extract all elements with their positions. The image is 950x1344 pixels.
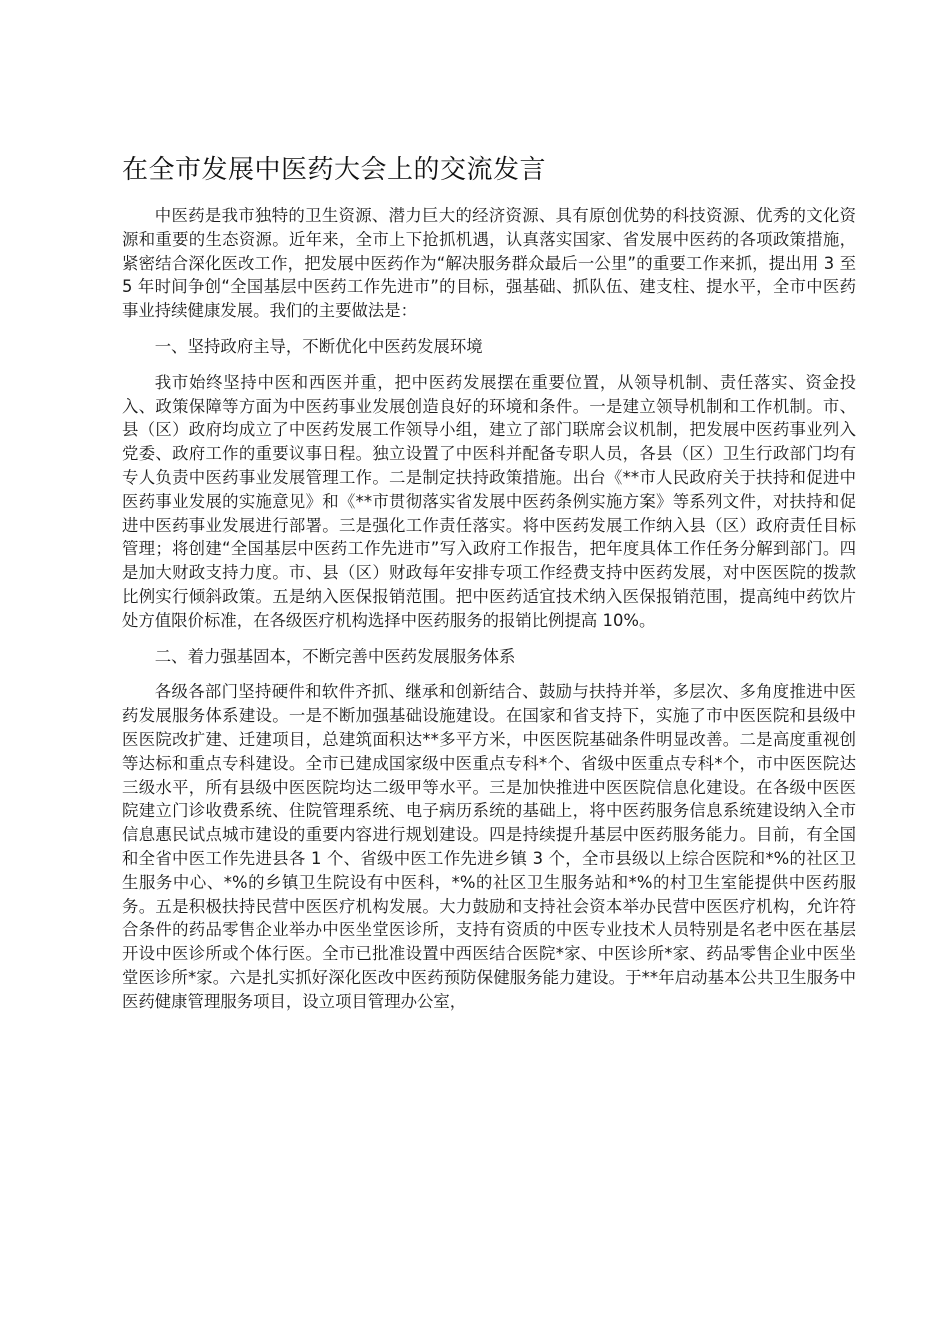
section-2-body: 各级各部门坚持硬件和软件齐抓、继承和创新结合、鼓励与扶持并举，多层次、多角度推进中医药发展服务体系建设。一是不断加强基础设施建设。在国家和省支持下，实施了市中医医院和县级中医医院改扩建、迁建项目，总建筑面积达**多平方米，中医医院基础条件明显改善。二是高度重视创等达标和重点专科建设。全市已建成国家级中医重点专科*个、省级中医重点专科*个，市中医医院达三级水平，所有县级中医医院均达二级甲等水平。三是加快推进中医医院信息化建设。在各级中医医院建立门诊收费系统、住院管理系统、电子病历系统的基础上，将中医药服务信息系统建设纳入全市信息惠民试点城市建设的重要内容进行规划建设。四是持续提升基层中医药服务能力。目前，有全国和全省中医工作先进县各 1 个、省级中医工作先进乡镇 3 个，全市县级以上综合医院和*%的社区卫生服务中心、*%的乡镇卫生院设有中医科，*%的社区卫生服务站和*%的村卫生室能提供中医药服务。五是积极扶持民营中医医疗机构发展。大力鼓励和支持社会资本举办民营中医医疗机构，允许符合条件的药品零售企业举办中医坐堂医诊所，支持有资质的中医专业技术人员特别是名老中医在基层开设中医诊所或个体行医。全市已批准设置中西医结合医院*家、中医诊所*家、药品零售企业中医坐堂医诊所*家。六是扎实抓好深化医改中医药预防保健服务能力建设。于**年启动基本公共卫生服务中医药健康管理服务项目，设立项目管理办公室， xyxy=(122,682,856,1011)
document-title: 在全市发展中医药大会上的交流发言 xyxy=(122,155,547,185)
section-1-body: 我市始终坚持中医和西医并重，把中医药发展摆在重要位置，从领导机制、责任落实、资金投入、政策保障等方面为中医药事业发展创造良好的环境和条件。一是建立领导机制和工作机制。市、县（区）政府均成立了中医药发展工作领导小组，建立了部门联席会议机制，把发展中医药事业列入党委、政府工作的重要议事日程。独立设置了中医科并配备专职人员，各县（区）卫生行政部门均有专人负责中医药事业发展管理工作。二是制定扶持政策措施。出台《**市人民政府关于扶持和促进中医药事业发展的实施意见》和《**市贯彻落实省发展中医药条例实施方案》等系列文件，对扶持和促进中医药事业发展进行部署。三是强化工作责任落实。将中医药发展工作纳入县（区）政府责任目标管理；将创建“全国基层中医药工作先进市”写入政府工作报告，把年度具体工作任务分解到部门。四是加大财政支持力度。市、县（区）财政每年安排专项工作经费支持中医药发展，对中医医院的拨款比例实行倾斜政策。五是纳入医保报销范围。把中医药适宜技术纳入医保报销范围，提高纯中药饮片处方值限价标准，在各级医疗机构选择中医药服务的报销比例提高 10%。 xyxy=(122,372,856,630)
document-page xyxy=(122,150,856,1026)
section-2-heading: 二、着力强基固本，不断完善中医药发展服务体系 xyxy=(154,646,516,666)
section-1-heading: 一、坚持政府主导，不断优化中医药发展环境 xyxy=(154,336,483,356)
intro-paragraph: 中医药是我市独特的卫生资源、潜力巨大的经济资源、具有原创优势的科技资源、优秀的文化资源和重要的生态资源。近年来，全市上下抢抓机遇，认真落实国家、省发展中医药的各项政策措施，紧密结合深化医改工作，把发展中医药作为“解决服务群众最后一公里”的重要工作来抓，提出用 3 至 5 年时间争创“全国基层中医药工作先进市”的目标，强基础、抓队伍、建支柱、提水平，全市中医药事业持续健康发展。我们的主要做法是： xyxy=(122,206,856,321)
